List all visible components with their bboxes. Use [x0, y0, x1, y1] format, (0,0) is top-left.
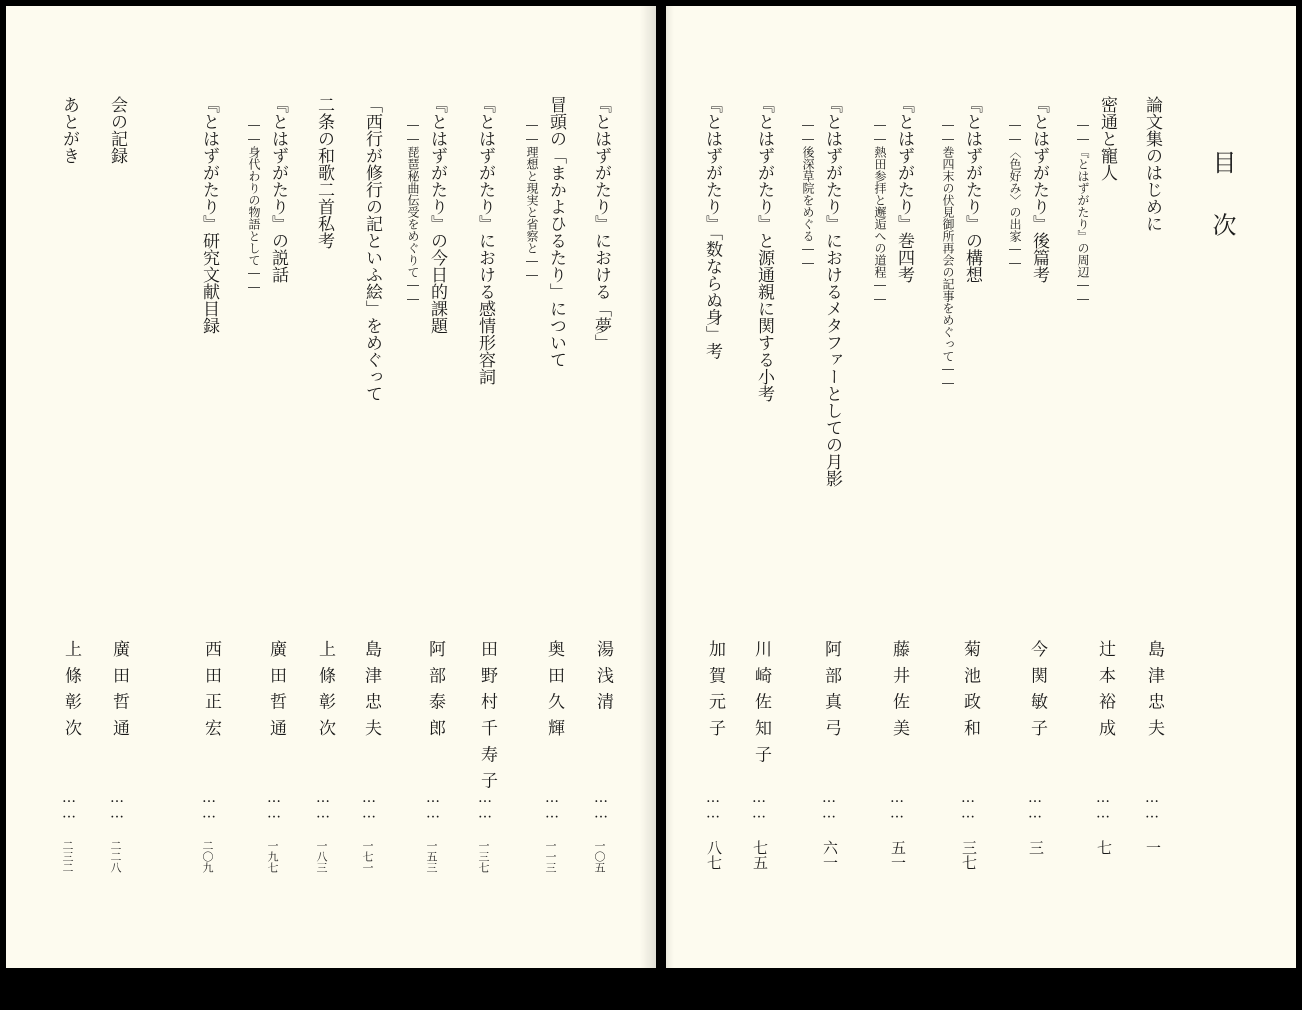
page-number: 六一: [821, 840, 839, 870]
entry-author: 島津忠夫: [1144, 640, 1164, 746]
entry-author: 湯浅清: [593, 640, 613, 720]
entry-title: 『とはずがたり』巻四考: [894, 96, 914, 283]
page-number: 一九七: [266, 840, 279, 873]
page-number: 三: [1027, 840, 1045, 855]
entry-title: 『とはずがたり』の構想: [962, 96, 982, 283]
entry-title: 『とはずがたり』の説話: [268, 96, 288, 283]
entry-title: 『とはずがたり』と源通親に関する小考: [754, 96, 774, 402]
contents-heading: 目次: [1208, 150, 1236, 275]
page-number: 二〇九: [201, 840, 214, 873]
entry-author: 藤井佐美: [889, 640, 909, 746]
leader-dots: ……: [61, 790, 77, 821]
entry-title: 密通と寵人: [1097, 96, 1117, 181]
leader-dots: ……: [477, 790, 493, 821]
entry-title: 冒頭の「まかよひるたり」について: [546, 96, 566, 368]
entry-title: 論文集のはじめに: [1142, 96, 1162, 232]
entry-author: 阿部泰郎: [425, 640, 445, 746]
leader-dots: ……: [751, 790, 767, 821]
entry-author: 田野村千寿子: [477, 640, 497, 799]
entry-author: 奥田久輝: [544, 640, 564, 746]
entry-title: 『とはずがたり』後篇考: [1029, 96, 1049, 283]
entry-author: 廣田哲通: [266, 640, 286, 746]
entry-title: 『とはずがたり』における「夢」: [591, 96, 611, 351]
entry-subtitle: ――琵琶秘曲伝受をめぐりて――: [406, 118, 420, 306]
entry-title: 「西行が修行の記といふ絵」をめぐって: [362, 96, 382, 402]
page-number: 一七一: [361, 840, 374, 873]
leader-dots: ……: [201, 790, 217, 821]
entry-subtitle: ――理想と現実と省察と――: [525, 118, 539, 282]
leader-dots: ……: [705, 790, 721, 821]
entry-author: 辻本裕成: [1095, 640, 1115, 746]
entry-title: 『とはずがたり』「数ならぬ身」考: [702, 96, 722, 360]
page-number: 一八三: [315, 840, 328, 873]
entry-author: 廣田哲通: [109, 640, 129, 746]
entry-title: あとがき: [59, 96, 79, 164]
entry-author: 西田正宏: [201, 640, 221, 746]
entry-title: 二条の和歌二首私考: [314, 96, 334, 249]
page-number: 一一三: [544, 840, 557, 873]
entry-subtitle: ――熱田参拝と邂逅への道程――: [873, 118, 887, 306]
leader-dots: ……: [361, 790, 377, 821]
leader-dots: ……: [544, 790, 560, 821]
leader-dots: ……: [889, 790, 905, 821]
page-number: 一: [1144, 840, 1162, 855]
leader-dots: ……: [593, 790, 609, 821]
leader-dots: ……: [425, 790, 441, 821]
page-number: 一〇五: [593, 840, 606, 873]
leader-dots: ……: [1027, 790, 1043, 821]
leader-dots: ……: [821, 790, 837, 821]
entry-subtitle: ――『とはずがたり』の周辺――: [1076, 118, 1090, 306]
page-number: 七五: [751, 840, 769, 870]
entry-author: 上條彰次: [315, 640, 335, 746]
entry-author: 今関敏子: [1027, 640, 1047, 746]
page-number: 三七: [960, 840, 978, 870]
leader-dots: ……: [1095, 790, 1111, 821]
page-number: 七: [1095, 840, 1113, 855]
entry-author: 阿部真弓: [821, 640, 841, 746]
entry-title: 『とはずがたり』におけるメタファーとしての月影: [822, 96, 842, 487]
page-number: 一三七: [477, 840, 490, 873]
entry-subtitle: ――後深草院をめぐる――: [801, 118, 815, 270]
entry-title: 『とはずがたり』の今日的課題: [427, 96, 447, 334]
entry-subtitle: ――〈色好み〉の出家――: [1008, 118, 1022, 270]
entry-author: 川崎佐知子: [751, 640, 771, 772]
leader-dots: ……: [960, 790, 976, 821]
entry-subtitle: ――巻四末の伏見御所再会の記事をめぐって――: [941, 118, 955, 390]
entry-title: 会の記録: [107, 96, 127, 164]
entry-title: 『とはずがたり』研究文献目録: [199, 96, 219, 334]
page-number: 二二八: [109, 840, 122, 873]
page-number: 八七: [705, 840, 723, 870]
entry-author: 島津忠夫: [361, 640, 381, 746]
page-number: 五一: [889, 840, 907, 870]
page-number: 二三二: [61, 840, 74, 873]
leader-dots: ……: [315, 790, 331, 821]
entry-title: 『とはずがたり』における感情形容詞: [475, 96, 495, 385]
leader-dots: ……: [1144, 790, 1160, 821]
entry-author: 加賀元子: [705, 640, 725, 746]
leader-dots: ……: [109, 790, 125, 821]
entry-subtitle: ――身代わりの物語として――: [247, 118, 261, 294]
leader-dots: ……: [266, 790, 282, 821]
entry-author: 上條彰次: [61, 640, 81, 746]
page-number: 一五三: [425, 840, 438, 873]
entry-author: 菊池政和: [960, 640, 980, 746]
